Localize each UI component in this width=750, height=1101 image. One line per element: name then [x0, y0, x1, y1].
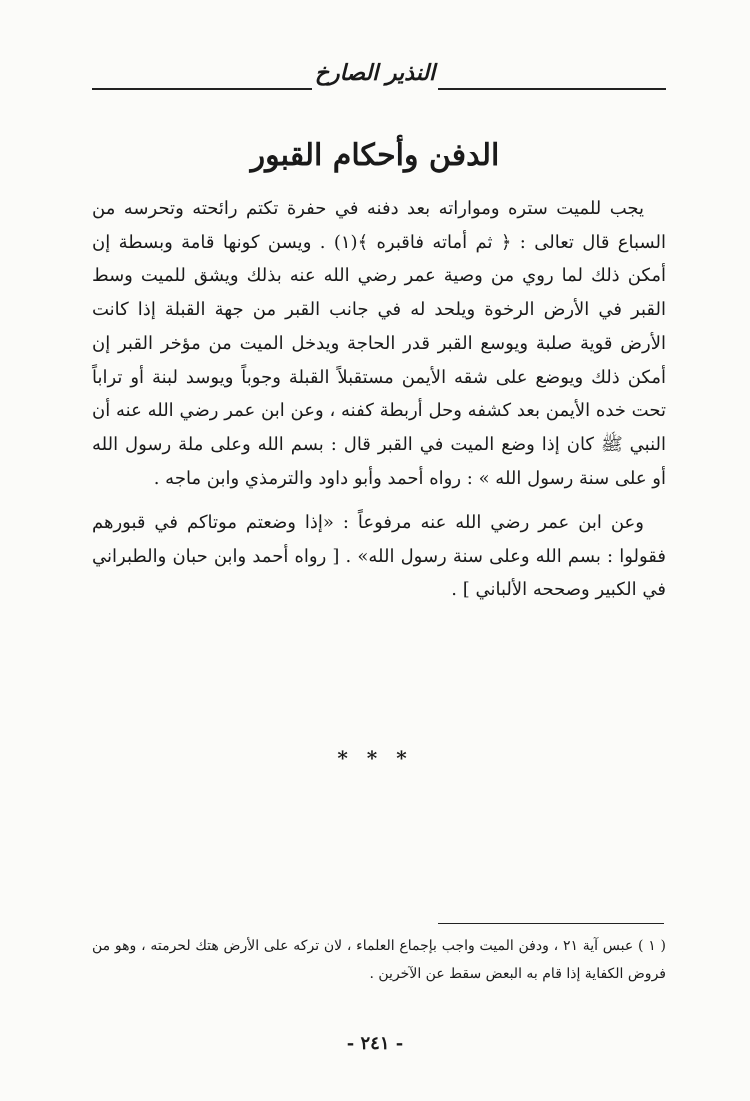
header-rule-right — [438, 88, 666, 90]
header-rule-left — [92, 88, 312, 90]
body-paragraph-1 — [92, 192, 666, 495]
paragraph-text: وعن ابن عمر رضي الله عنه مرفوعاً : «إذا وضعتم موتاكم في قبورهم فقولوا : بسم الله وعلى سنة رسول الله» . [ رواه أحمد وابن حبان والطبراني في الكبير وصححه الألباني ] . — [92, 512, 666, 601]
page-number: - ٢٤١ - — [346, 1033, 404, 1054]
footnote: ( ١ ) عبس آية ٢١ ، ودفن الميت واجب بإجماع العلماء ، لان تركه على الأرض هتك لحرمته ، وهو من فروض الكفاية إذا قام به البعض سقط عن الآخرين . — [92, 938, 666, 982]
paragraph-text: يجب للميت ستره ومواراته بعد دفنه في حفرة تكتم رائحته وتحرسه من السباع قال تعالى : ﴿ ثم أماته فاقبره ﴾(١) . ويسن كونها قامة وبسطة إن أمكن ذلك لما روي من وصية عمر رضي الله عنه بذلك ويشق للميت وسط القبر في الأرض الرخوة ويلحد له في جانب القبر من جهة القبلة إذا كانت الأرض قوية صلبة ويوسع القبر قدر الحاجة ويدخل الميت من مؤخر القبر إن أمكن ذلك ويوضع على شقه الأيمن مستقبلاً القبلة وجوباً ويوسد لبنة أو تراباً تحت خده الأيمن بعد كشفه وحل أربطة كفنه ، وعن ابن عمر رضي الله عنه أن النبي ﷺ كان إذا وضع الميت في القبر قال : بسم الله وعلى ملة رسول الله أو على سنة رسول الله » : رواه أحمد وأبو داود والترمذي وابن ماجه . — [92, 198, 666, 489]
section-separator: * * * — [337, 746, 413, 770]
body-paragraph-2 — [92, 506, 666, 607]
section-title: الدفن وأحكام القبور — [250, 138, 500, 173]
running-title: النذير الصارخ — [314, 60, 436, 86]
footnote-rule — [438, 923, 664, 924]
